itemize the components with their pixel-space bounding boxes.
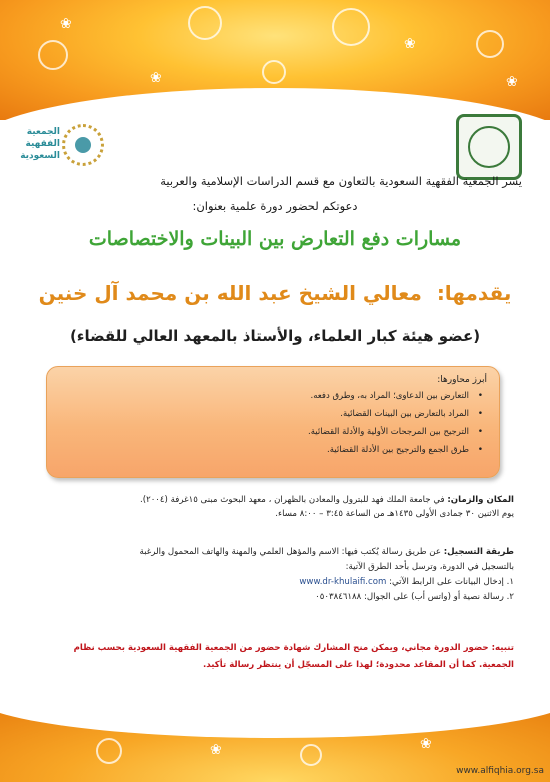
presenter-label: يقدمها: xyxy=(436,281,512,305)
notice-line-2: الجمعية. كما أن المقاعد محدودة؛ لهذا على المسجّل أن ينتظر رسالة تأكيد. xyxy=(203,660,514,670)
list-item: • الترجيح بين المرجحات الأولية والأدلة القضائية. xyxy=(59,427,469,437)
society-logo xyxy=(14,124,114,174)
registration-step-2 xyxy=(34,590,514,605)
place-time xyxy=(34,493,514,521)
swirl-decoration xyxy=(476,30,504,58)
butterfly-icon: ❀ xyxy=(404,36,416,52)
footer-url[interactable]: www.alfiqhia.org.sa xyxy=(456,766,544,776)
notice xyxy=(34,640,514,674)
registration-text: عن طريق رسالة يُكتب فيها: الاسم والمؤهل العلمي والمهنة والهاتف المحمول والرغبة xyxy=(139,547,441,557)
course-title: مسارات دفع التعارض بين البينات والاختصاصات xyxy=(88,228,462,250)
swirl-decoration xyxy=(188,6,222,40)
swirl-decoration xyxy=(38,40,68,70)
registration-link[interactable]: www.dr-khulaifi.com xyxy=(299,577,387,587)
presenter-role: (عضو هيئة كبار العلماء، والأستاذ بالمعهد العالي للقضاء) xyxy=(69,327,481,345)
presenter-line xyxy=(0,281,550,305)
time-text: يوم الاثنين ٣٠ جمادى الأولى ١٤٣٥هـ من الساعة ٣:٤٥ – ٨:٠٠ مساء. xyxy=(275,509,514,519)
axes-list xyxy=(59,391,487,455)
intro-text: يسر الجمعية الفقهية السعودية بالتعاون مع قسم الدراسات الإسلامية والعربية xyxy=(160,174,522,188)
butterfly-icon: ❀ xyxy=(420,736,432,752)
list-item: • التعارض بين الدعاوى؛ المراد به، وطرق دفعه. xyxy=(59,391,469,401)
list-item: • المراد بالتعارض بين البينات القضائية. xyxy=(59,409,469,419)
butterfly-icon: ❀ xyxy=(60,16,72,32)
presenter-name: معالي الشيخ عبد الله بن محمد آل خنين xyxy=(38,281,422,305)
registration-step-1 xyxy=(34,575,514,590)
swirl-decoration xyxy=(300,744,322,766)
place-time-label: المكان والزمان: xyxy=(447,495,514,505)
list-item: • طرق الجمع والترجيح بين الأدلة القضائية. xyxy=(59,445,469,455)
registration-label: طريقة التسجيل: xyxy=(443,547,514,557)
university-emblem-icon xyxy=(468,126,510,168)
notice-line-1: تنبيه: حضور الدورة مجاني، ويمكن منح المشارك شهادة حضور من الجمعية الفقهية السعودية بحسب نظام xyxy=(73,643,514,653)
place-line xyxy=(34,493,514,507)
university-logo xyxy=(456,114,522,180)
butterfly-icon: ❀ xyxy=(210,742,222,758)
butterfly-icon: ❀ xyxy=(150,70,162,86)
swirl-decoration xyxy=(262,60,286,84)
axes-title: أبرز محاورها: xyxy=(437,375,487,385)
step-2-text: ٢. رسالة نصية أو (واتس أب) على الجوال: xyxy=(364,592,514,602)
swirl-decoration xyxy=(332,8,370,46)
place-text: في جامعة الملك فهد للبترول والمعادن بالظهران ، معهد البحوث مبنى ١٥غرفة (٢٠٠٤). xyxy=(139,495,445,505)
registration-line xyxy=(34,545,514,560)
registration-text-2: بالتسجيل في الدورة، وترسل بأحد الطرق الآتية: xyxy=(345,562,514,572)
society-emblem-icon xyxy=(62,124,104,166)
swirl-decoration xyxy=(96,738,122,764)
step-1-text: ١. إدخال البيانات على الرابط الآتي: xyxy=(389,577,514,587)
registration xyxy=(34,545,514,605)
butterfly-icon: ❀ xyxy=(506,74,518,90)
society-logo-text: الجمعية الفقهية السعودية xyxy=(20,127,60,161)
invite-text: دعوتكم لحضور دورة علمية بعنوان: xyxy=(192,199,358,213)
phone-number: ٠٥٠٣٨٤٦١٨٨ xyxy=(315,592,362,602)
axes-box xyxy=(46,366,500,478)
